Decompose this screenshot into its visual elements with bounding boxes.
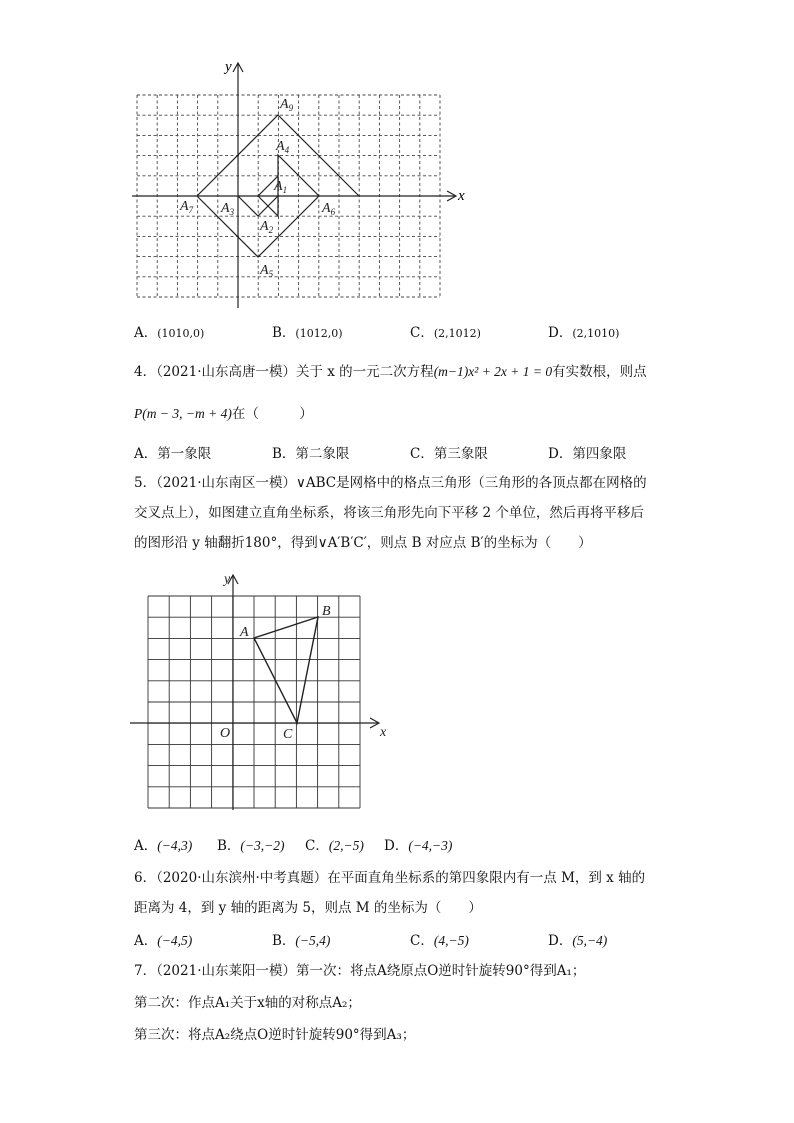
q4-option-d: D．第四象限 — [548, 446, 627, 462]
q5-option-c: C．(2,−5) — [305, 838, 364, 854]
q3-option-a: A．(1010,0) — [134, 325, 205, 341]
origin-label: O — [220, 726, 231, 741]
y-axis-label: y — [225, 59, 232, 75]
q7-stem-line3: 第三次：将点A₂绕点O逆时针旋转90°得到A₃； — [134, 1027, 416, 1043]
q6-stem-line2: 距离为 4，到 y 轴的距离为 5，则点 M 的坐标为（ ） — [134, 900, 482, 916]
q4-stem-line2: P(m − 3, −m + 4)在（ ） — [134, 406, 313, 422]
label-a6: $A_6$ — [322, 201, 336, 217]
q5-option-a: A．(−4,3) — [134, 838, 193, 854]
q4-option-a: A．第一象限 — [134, 446, 212, 462]
q4-stem-line1: 4．（2021·山东高唐一模）关于 x 的一元二次方程(m−1)x² + 2x + 1 = 0有实数根，则点 — [134, 364, 647, 380]
q3-option-c: C．(2,1012) — [410, 325, 481, 341]
q5-option-d: D．(−4,−3) — [384, 838, 453, 854]
label-a5: $A_5$ — [260, 263, 274, 279]
point-a-label: A — [240, 625, 249, 640]
label-a2: $A_2$ — [260, 219, 274, 235]
q3-option-d: D．(2,1010) — [548, 325, 620, 341]
q5-stem-line2: 交叉点上），如图建立直角坐标系，将该三角形先向下平移 2 个单位，然后再将平移后 — [134, 505, 644, 521]
q6-option-a: A．(−4,5) — [134, 933, 193, 949]
q6-option-c: C．(4,−5) — [410, 933, 469, 949]
q5-option-b: B．(−3,−2) — [217, 838, 285, 854]
label-a4: $A_4$ — [276, 139, 290, 155]
q7-stem-line1: 7．（2021·山东莱阳一模）第一次：将点A绕原点O逆时针旋转90°得到A₁； — [134, 963, 586, 979]
q3-option-b: B．(1012,0) — [272, 325, 343, 341]
q6-stem-line1: 6．（2020·山东滨州·中考真题）在平面直角坐标系的第四象限内有一点 M，到 x 轴的 — [134, 870, 646, 886]
q6-option-d: D．(5,−4) — [548, 933, 608, 949]
x-axis-label: x — [458, 188, 465, 204]
point-b-label: B — [322, 604, 331, 619]
q5-stem-line1: 5．（2021·山东南区一模）∨ABC是网格中的格点三角形（三角形的各顶点都在网格的 — [134, 475, 647, 491]
q4-option-b: B．第二象限 — [272, 446, 350, 462]
q5-stem-line3: 的图形沿 y 轴翻折180°，得到∨A′B′C′，则点 B 对应点 B′的坐标为（ ） — [134, 535, 592, 551]
point-c-label: C — [283, 727, 293, 742]
label-a3: $A_3$ — [221, 201, 235, 217]
label-a9: $A_9$ — [280, 97, 294, 113]
q4-option-c: C．第三象限 — [410, 446, 488, 462]
y-axis-label-2: y — [224, 572, 231, 587]
figure-triangle-grid — [128, 570, 393, 815]
x-axis-label-2: x — [380, 725, 387, 740]
q6-option-b: B．(−5,4) — [272, 933, 331, 949]
q7-stem-line2: 第二次：作点A₁关于x轴的对称点A₂； — [134, 995, 361, 1011]
label-a1: $A_1$ — [274, 179, 288, 195]
figure-spiral-diagram — [130, 58, 475, 308]
label-a7: $A_7$ — [180, 199, 194, 215]
